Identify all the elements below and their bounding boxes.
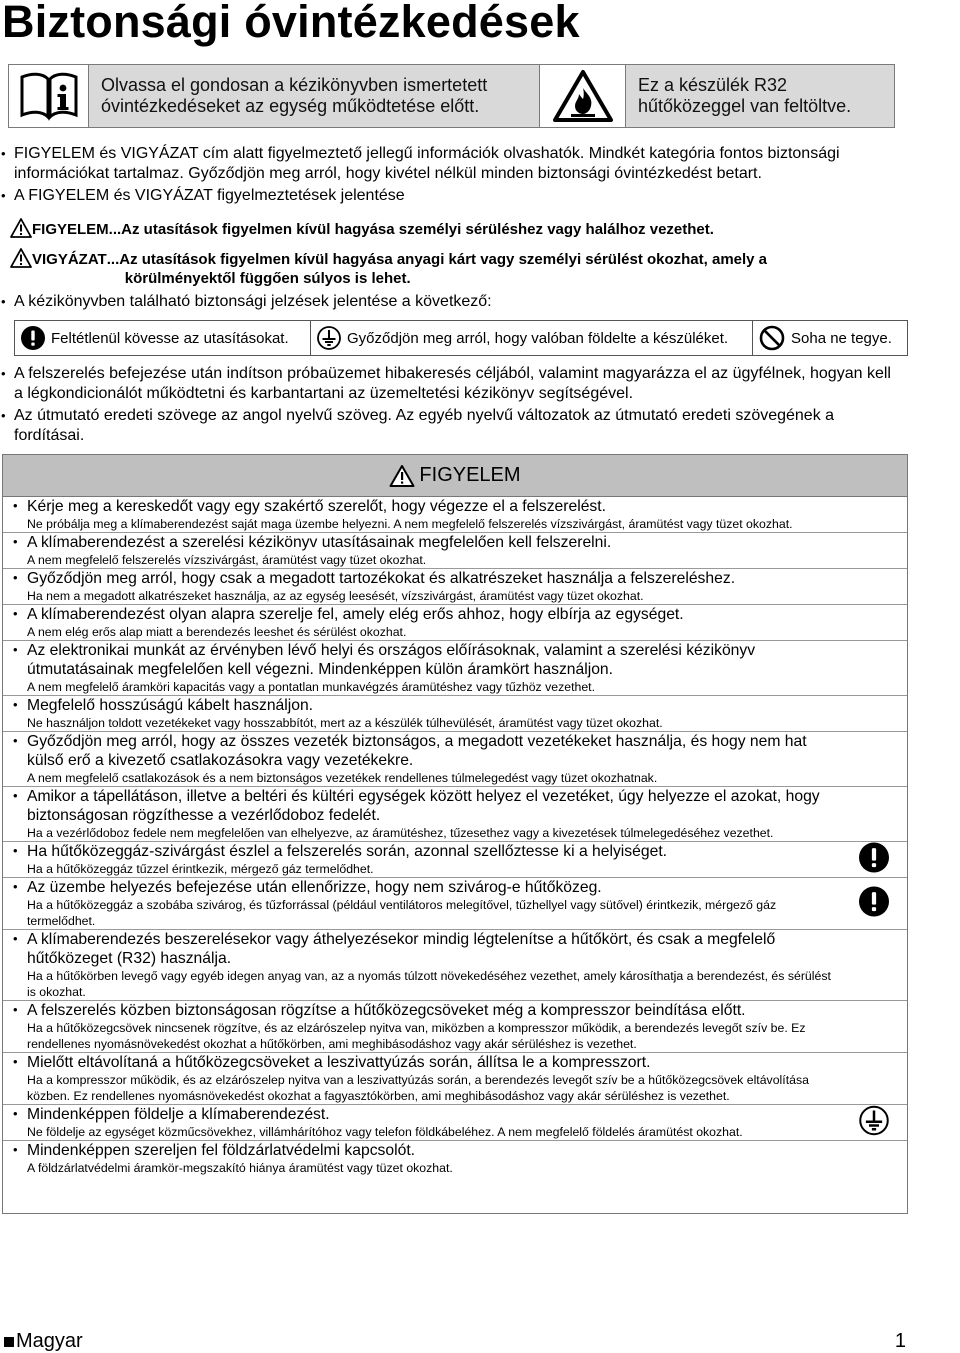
warning-box — [2, 454, 908, 1214]
warning-item — [3, 641, 907, 696]
warning-title: FIGYELEM — [419, 464, 521, 486]
refrigerant-box — [626, 64, 895, 128]
warning-item-main: • Az elektronikai munkát az érvényben lévő helyi és országos előírásoknak, valamint a szerelési kézikönyv útmutatásainak megfelelően kell végezni. Mindenképpen külön áramkört használjon. — [27, 642, 756, 678]
warning-item-detail: A nem megfelelő áramköri kapacitás vagy a pontatlan munkavégzés áramütéshez vagy tűzhöz vezethet. — [27, 680, 596, 694]
flammable-icon — [539, 65, 625, 127]
bullet-item: • A kézikönyvben található biztonsági jelzések jelentése a következő: — [0, 292, 910, 312]
bullet-item: • FIGYELEM és VIGYÁZAT cím alatt figyelmeztető jellegű információk olvashatók. Mindkét kategória fontos biztonsági információkat tartalmaz. Győződjön meg arról, hogy kivétel nélkül minden biztonsági óvintézkedést betart. — [0, 144, 910, 184]
warning-item-detail: Ne használjon toldott vezetékeket vagy hosszabbítót, mert az a készülék túlhevülését, áramütést vagy tüzet okozhat. — [27, 716, 663, 730]
mandatory-icon — [859, 886, 889, 921]
warning-header — [3, 455, 907, 497]
warning-item — [3, 732, 907, 787]
warning-item — [3, 1001, 907, 1053]
info-text: Olvassa el gondosan a kézikönyvben ismertetett óvintézkedéseket az egység működtetése előtt. — [101, 75, 488, 116]
definition-text: ...Az utasítások figyelmen kívül hagyása anyagi kárt vagy személyi sérülést okozhat, amely a körülményektől függően súlyos is lehet. — [106, 251, 768, 287]
warning-item-detail: Ha a hűtőközeggáz tűzzel érintkezik, mérgező gáz termelődhet. — [27, 862, 374, 876]
square-bullet-icon — [4, 1337, 14, 1347]
warning-item — [3, 1105, 907, 1141]
warning-item-main: • A klímaberendezést olyan alapra szerelje fel, amely elég erős ahhoz, hogy elbírja az egységet. — [27, 606, 684, 623]
warning-item-detail: A nem megfelelő felszerelés vízszivárgást, áramütést vagy tüzet okozhat. — [27, 553, 427, 567]
symbol-mandatory — [15, 321, 311, 355]
warning-item-main: • Megfelelő hosszúságú kábelt használjon. — [27, 697, 314, 714]
warning-item-main: • Mielőtt eltávolítaná a hűtőközegcsöveket a leszivattyúzás során, állítsa le a kompresszort. — [27, 1054, 651, 1071]
warning-item-detail: Ha a kompresszor működik, és az elzárószelep nyitva van a leszivattyúzás során, a berendezés levegőt szív be a hűtőközegcsövek eltávolítása közben. Ez rendellenes nyomásnövekedést okozhat a fagyasztókörben, ami meghibásodáshoz vagy akár sérüléshez is vezethet. — [27, 1073, 809, 1103]
symbol-ground — [311, 321, 753, 355]
warning-item-main: • A felszerelés közben biztonságosan rögzítse a hűtőközegcsöveket még a kompresszor beindítása előtt. — [27, 1002, 746, 1019]
mandatory-icon — [21, 326, 45, 350]
warning-item-main: • Győződjön meg arról, hogy az összes vezeték biztonságos, a megadott vezetékeket használja, és hogy nem hat külső erő a kivezető csatlakozásokra vagy vezetékekre. — [27, 733, 807, 769]
warning-item — [3, 1141, 907, 1176]
warning-item-detail: Ha a hűtőközeggáz a szobába szivárog, és tűzforrással (például ventilátoros melegítővel, tűzhellyel vagy sütővel) érintkezik, mérgező gáz termelődhet. — [27, 898, 777, 928]
ground-icon — [317, 326, 341, 350]
warning-item — [3, 605, 907, 641]
warning-item — [3, 1053, 907, 1105]
warning-item-main: • Ha hűtőközeggáz-szivárgást észlel a felszerelés során, azonnal szellőztesse ki a helyiséget. — [27, 843, 668, 860]
warning-item-detail: A földzárlatvédelmi áramkör-megszakító hiánya áramütést vagy tüzet okozhat. — [27, 1161, 453, 1175]
warning-item-detail: A nem elég erős alap miatt a berendezés leeshet és sérülést okozhat. — [27, 625, 407, 639]
warning-item-main: • A klímaberendezést a szerelési kézikönyv utasításainak megfelelően kell felszerelni. — [27, 534, 612, 551]
page-footer — [4, 1330, 908, 1353]
warning-item — [3, 878, 907, 930]
warning-item-main: • Győződjön meg arról, hogy csak a megadott tartozékokat és alkatrészeket használja a felszereléshez. — [27, 570, 736, 587]
warning-item-main: • Kérje meg a kereskedőt vagy egy szakértő szerelőt, hogy végezze el a felszerelést. — [27, 498, 606, 515]
warning-item — [3, 569, 907, 605]
info-box — [8, 64, 626, 128]
intro-bullets — [0, 144, 910, 206]
warning-triangle-icon — [10, 217, 32, 239]
warning-item — [3, 930, 907, 1001]
warning-item-main: • Mindenképpen szereljen fel földzárlatvédelmi kapcsolót. — [27, 1142, 416, 1159]
bullet-item: • A FIGYELEM és VIGYÁZAT figyelmeztetések jelentése — [0, 186, 910, 206]
definition-label: VIGYÁZAT — [32, 251, 107, 268]
warning-list — [3, 497, 907, 1176]
page-number: 1 — [894, 1330, 906, 1352]
warning-item — [3, 497, 907, 533]
warning-item — [3, 696, 907, 732]
definition-text: ...Az utasítások figyelmen kívül hagyása személyi sérüléshez vagy halálhoz vezethet. — [108, 221, 714, 238]
symbol-text: Feltétlenül kövesse az utasításokat. — [51, 329, 289, 347]
definition-label: FIGYELEM — [32, 221, 109, 238]
warning-item — [3, 842, 907, 878]
warning-item-detail: Ha a hűtőközegcsövek nincsenek rögzítve, és az elzárószelep nyitva van, miközben a kompresszor működik, a berendezés levegőt szív be. Ez rendellenes nyomásnövekedést okozhat a hűtőkörben, ami meghibásodáshoz vagy akár sérüléshez is vezethet. — [27, 1021, 806, 1051]
footer-language: Magyar — [16, 1330, 83, 1352]
mandatory-icon — [859, 842, 889, 877]
warning-item-detail: A nem megfelelő csatlakozások és a nem biztonságos vezetékek rendellenes túlmelegedést vagy tüzet okozhatnak. — [27, 771, 658, 785]
manual-info-icon — [9, 65, 89, 127]
after-bullets — [0, 364, 900, 446]
definition-figyelem — [32, 220, 714, 239]
bullet-item: • Az útmutató eredeti szövege az angol nyelvű szöveg. Az egyéb nyelvű változatok az útmutató eredeti szövegének a fordításai. — [0, 406, 900, 446]
warning-item-main: • A klímaberendezés beszerelésekor vagy áthelyezésekor mindig légtelenítse a hűtőkört, és csak a megfelelő hűtőközeget (R32) használja. — [27, 931, 776, 967]
warning-item-main: • Amikor a tápellátáson, illetve a beltéri és kültéri egységek között helyez el vezetéket, úgy helyezze el azokat, hogy biztonságosan rögzíthesse a vezérlődoboz fedelét. — [27, 788, 820, 824]
ground-icon — [859, 1105, 889, 1140]
warning-item — [3, 533, 907, 569]
warning-item-main: • Mindenképpen földelje a klímaberendezést. — [27, 1106, 330, 1123]
bullet-item: • A felszerelés befejezése után indítson próbaüzemet hibakeresés céljából, valamint magyarázza el az ügyfélnek, hogyan kell a légkondicionálót működtetni és karbantartani az üzemeltetési kézikönyv segítségével. — [0, 364, 900, 404]
warning-item-main: • Az üzembe helyezés befejezése után ellenőrizze, hogy nem szivárog-e hűtőközeg. — [27, 879, 602, 896]
warning-item-detail: Ha a vezérlődoboz fedele nem megfelelően van elhelyezve, az áramütéshez, tűzesethez vagy a kivezetések túlmelegedéséhez vezethet. — [27, 826, 774, 840]
warning-triangle-icon — [389, 464, 415, 488]
warning-item-detail: Ne próbálja meg a klímaberendezést saját maga üzembe helyezni. A nem megfelelő felszerelés vízszivárgást, áramütést vagy tüzet okozhat. — [27, 517, 793, 531]
symbol-prohibited — [753, 321, 907, 355]
warning-item-detail: Ha nem a megadott alkatrészeket használja, az az egység leesését, vízszivárgást, áramütést vagy tüzet okozhat. — [27, 589, 644, 603]
page-title: Biztonsági óvintézkedések — [2, 0, 580, 47]
refrigerant-text: Ez a készülék R32 hűtőközeggel van feltöltve. — [638, 75, 852, 116]
warning-item — [3, 787, 907, 842]
warning-item-detail: Ne földelje az egységet közműcsövekhez, villámhárítóhoz vagy telefon földkábeléhez. A nem megfelelő földelés áramütést okozhat. — [27, 1125, 743, 1139]
symbols-intro — [0, 292, 910, 312]
symbol-text: Soha ne tegye. — [791, 329, 892, 347]
warning-item-detail: Ha a hűtőkörben levegő vagy egyéb idegen anyag van, az a nyomás túlzott növekedéséhez vezethet, amely károsíthatja a berendezést, és sérülést is okozhat. — [27, 969, 831, 999]
definition-vigyazat — [32, 250, 822, 288]
warning-triangle-icon — [10, 247, 32, 269]
symbol-legend — [14, 320, 908, 356]
prohibited-icon — [759, 325, 785, 351]
symbol-text: Győződjön meg arról, hogy valóban földelte a készüléket. — [347, 329, 729, 347]
